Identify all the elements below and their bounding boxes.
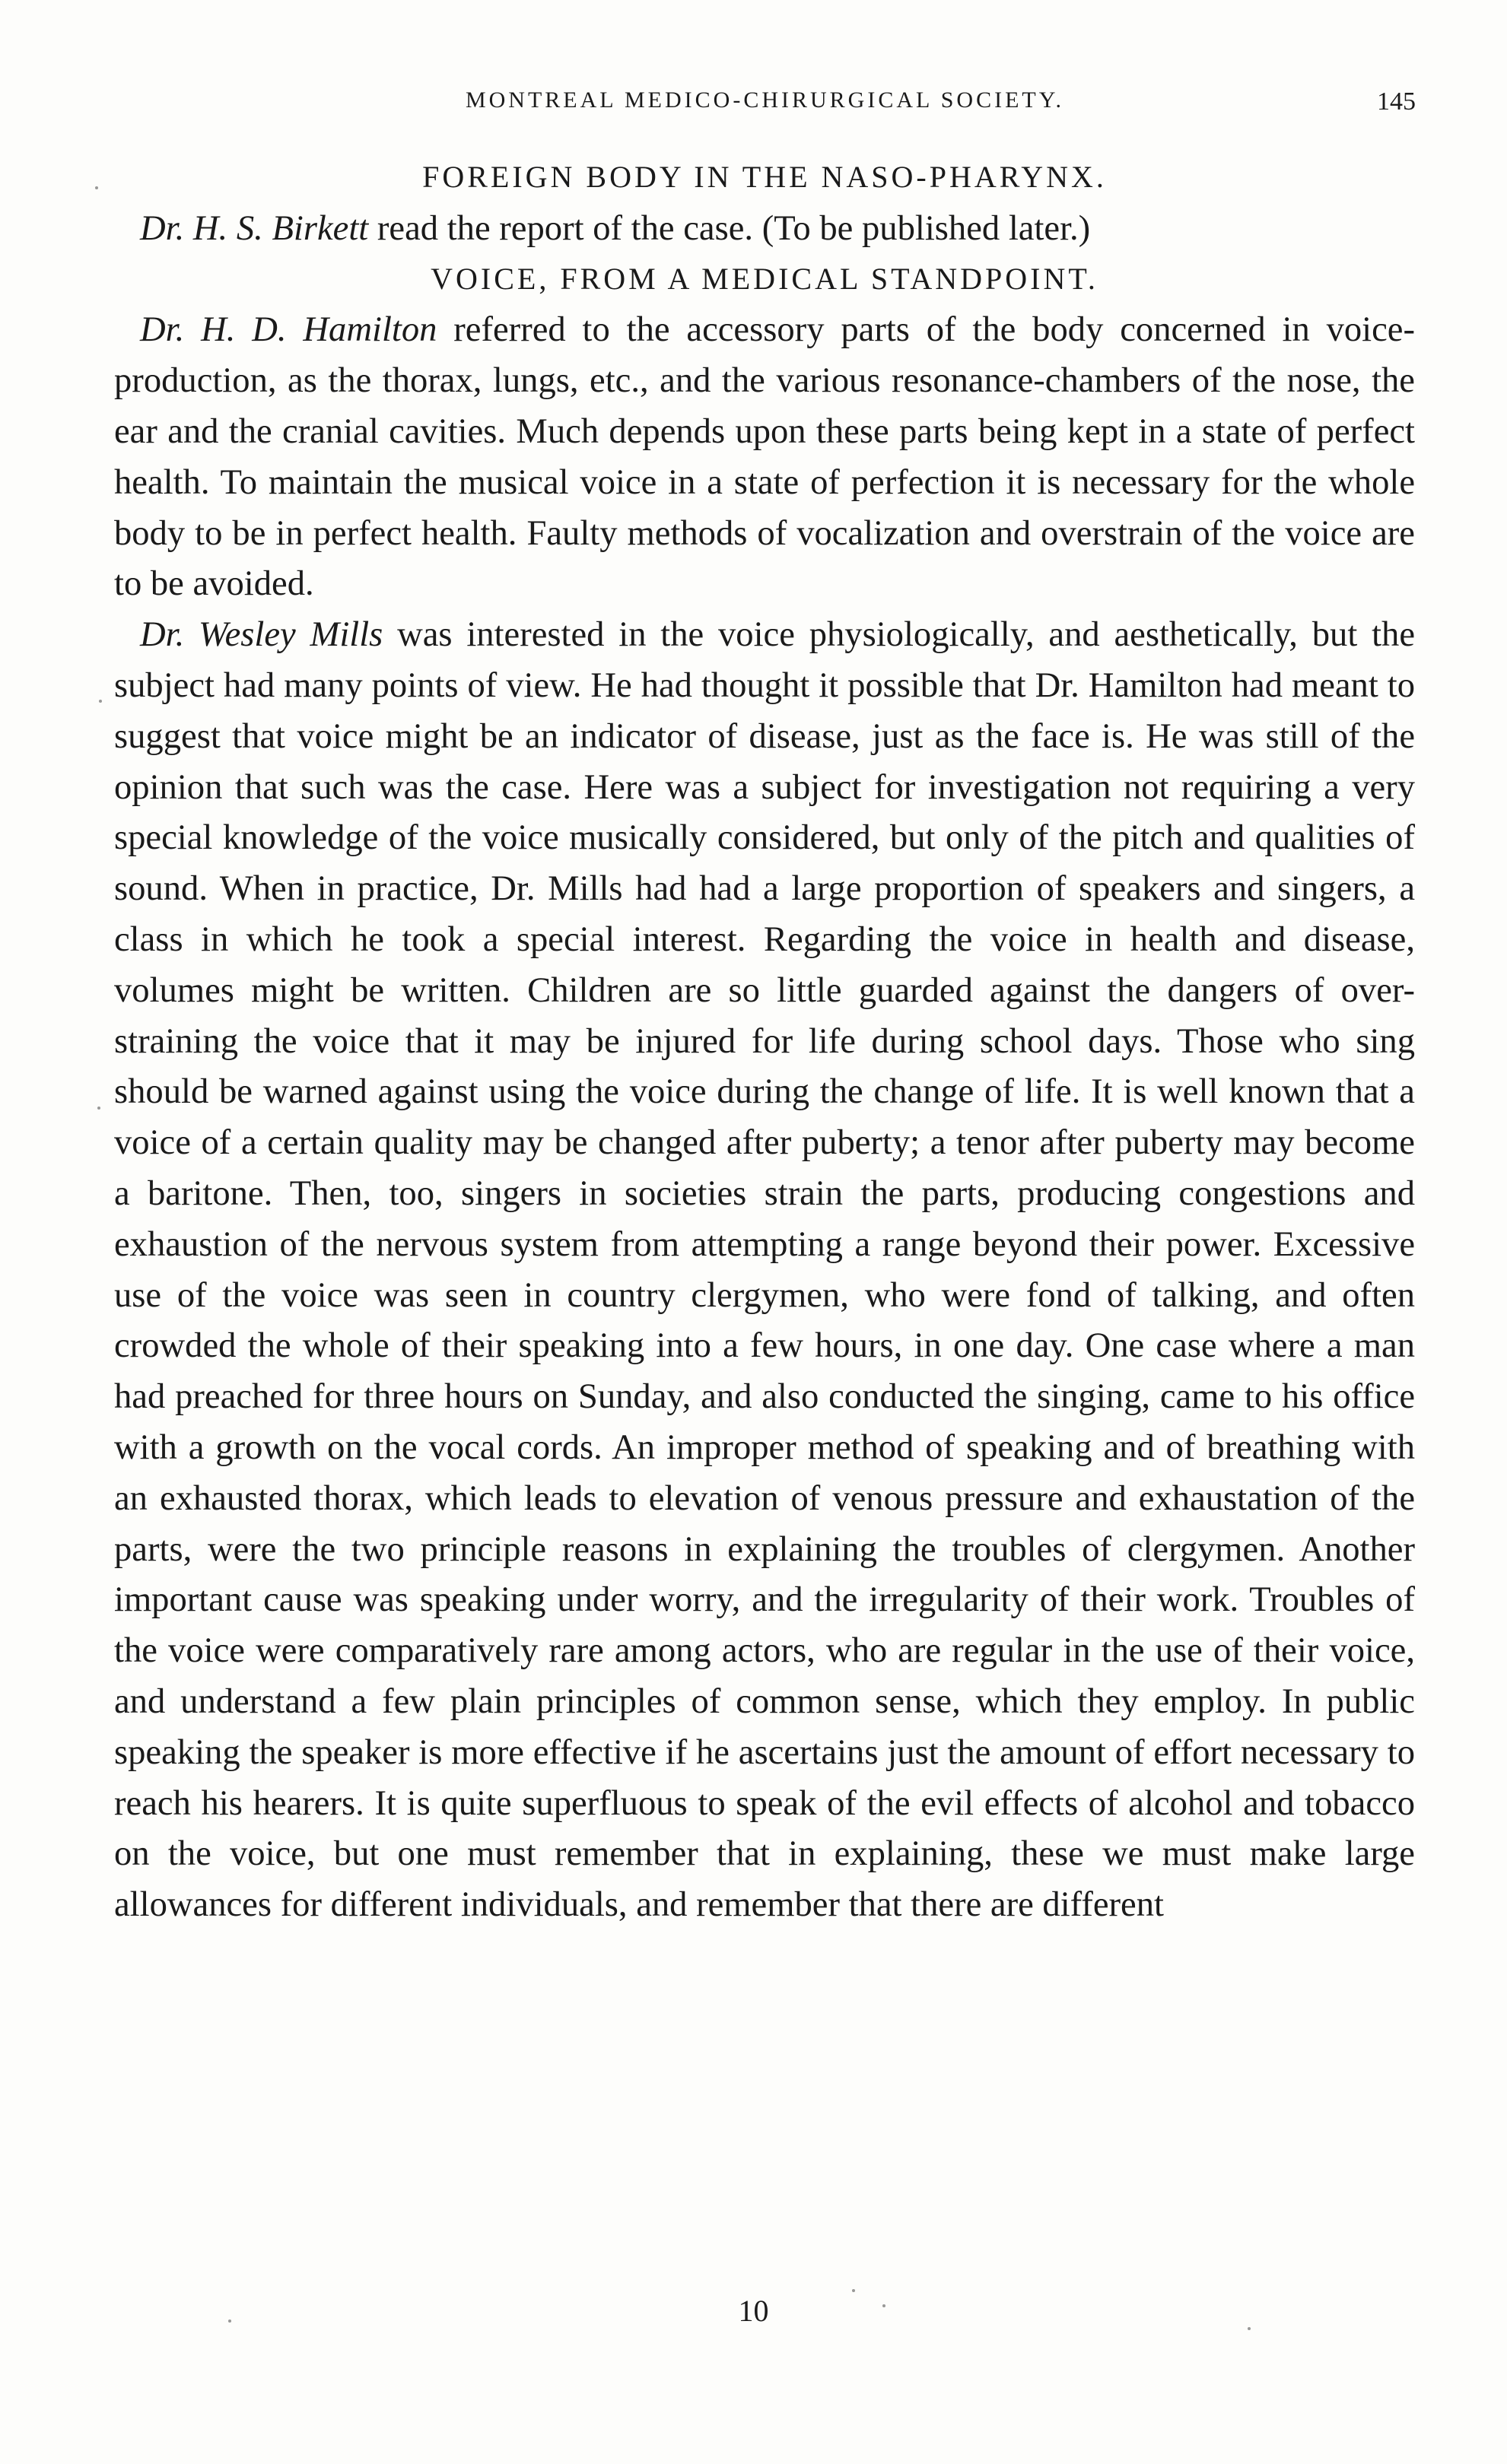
running-head-title: MONTREAL MEDICO-CHIRURGICAL SOCIETY. bbox=[465, 87, 1065, 113]
paragraph-mills bbox=[114, 609, 1415, 1930]
paragraph-text: read the report of the case. (To be published later.) bbox=[368, 208, 1091, 248]
section-heading-foreign-body: FOREIGN BODY IN THE NASO-PHARYNX. bbox=[422, 160, 1107, 194]
paragraph-text: was interested in the voice physiologically, and aesthetically, but the subject had many points of view. He had thought it possible that Dr. Hamilton had meant to suggest that voice might be an indicator of disease, just as the face is. He was still of the opinion that such was the case. Here was a subject for investigation not requiring a very special knowledge of the voice musically considered, but only of the pitch and qualities of sound. When in practice, Dr. Mills had had a large proportion of speakers and singers, a class in which he took a special interest. Regarding the voice in health and disease, volumes might be written. Children are so little guarded against the dangers of over-straining the voice that it may be injured for life during school days. Those who sing should be warned against using the voice during the change of life. It is well known that a voice of a certain quality may be changed after puberty; a tenor after puberty may become a baritone. Then, too, singers in societies strain the parts, producing congestions and exhaustion of the nervous system from attempting a range beyond their power. Excessive use of the voice was seen in country clergymen, who were fond of talking, and often crowded the whole of their speaking into a few hours, in one day. One case where a man had preached for three hours on Sunday, and also conducted the singing, came to his office with a growth on the vocal cords. An improper method of speaking and of breathing with an exhausted thorax, which leads to elevation of venous pressure and exhaustation of the parts, were the two principle reasons in explaining the troubles of clergymen. Another important cause was speaking under worry, and the irregularity of their work. Troubles of the voice were comparatively rare among actors, who are regular in the use of their voice, and understand a few plain principles of common sense, which they employ. In public speaking the speaker is more effective if he ascertains just the amount of effort necessary to reach his hearers. It is quite superfluous to speak of the evil effects of alcohol and tobacco on the voice, but one must remember that in explaining, these we must make large allowances for different individuals, and remember that there are different bbox=[114, 614, 1416, 1925]
page-number: 145 bbox=[1377, 87, 1416, 116]
section-heading-voice: VOICE, FROM A MEDICAL STANDPOINT. bbox=[431, 261, 1098, 296]
scan-speck bbox=[97, 1107, 100, 1110]
running-head bbox=[114, 87, 1416, 133]
speaker-name: Dr. H. D. Hamilton bbox=[140, 310, 437, 350]
article-body bbox=[114, 152, 1415, 1930]
scan-speck bbox=[852, 2289, 855, 2292]
paragraph-birkett bbox=[114, 203, 1415, 254]
scan-speck bbox=[228, 2320, 231, 2323]
speaker-name: Dr. H. S. Birkett bbox=[140, 208, 369, 248]
scan-speck bbox=[1248, 2327, 1251, 2330]
speaker-name: Dr. Wesley Mills bbox=[140, 614, 383, 655]
scan-speck bbox=[95, 186, 98, 189]
paragraph-text: referred to the accessory parts of the body concerned in voice-production, as the thorax, lungs, etc., and the various resonance-chambers of the nose, the ear and the cranial cavities. Much depends upon these parts being kept in a state of perfect health. To maintain the musical voice in a state of perfection it is necessary for the whole body to be in perfect health. Faulty methods of vocalization and overstrain of the voice are to be avoided. bbox=[114, 310, 1415, 604]
scan-speck bbox=[99, 700, 102, 703]
paragraph-hamilton bbox=[114, 304, 1415, 609]
signature-mark: 10 bbox=[738, 2294, 769, 2328]
scan-speck bbox=[882, 2304, 885, 2307]
